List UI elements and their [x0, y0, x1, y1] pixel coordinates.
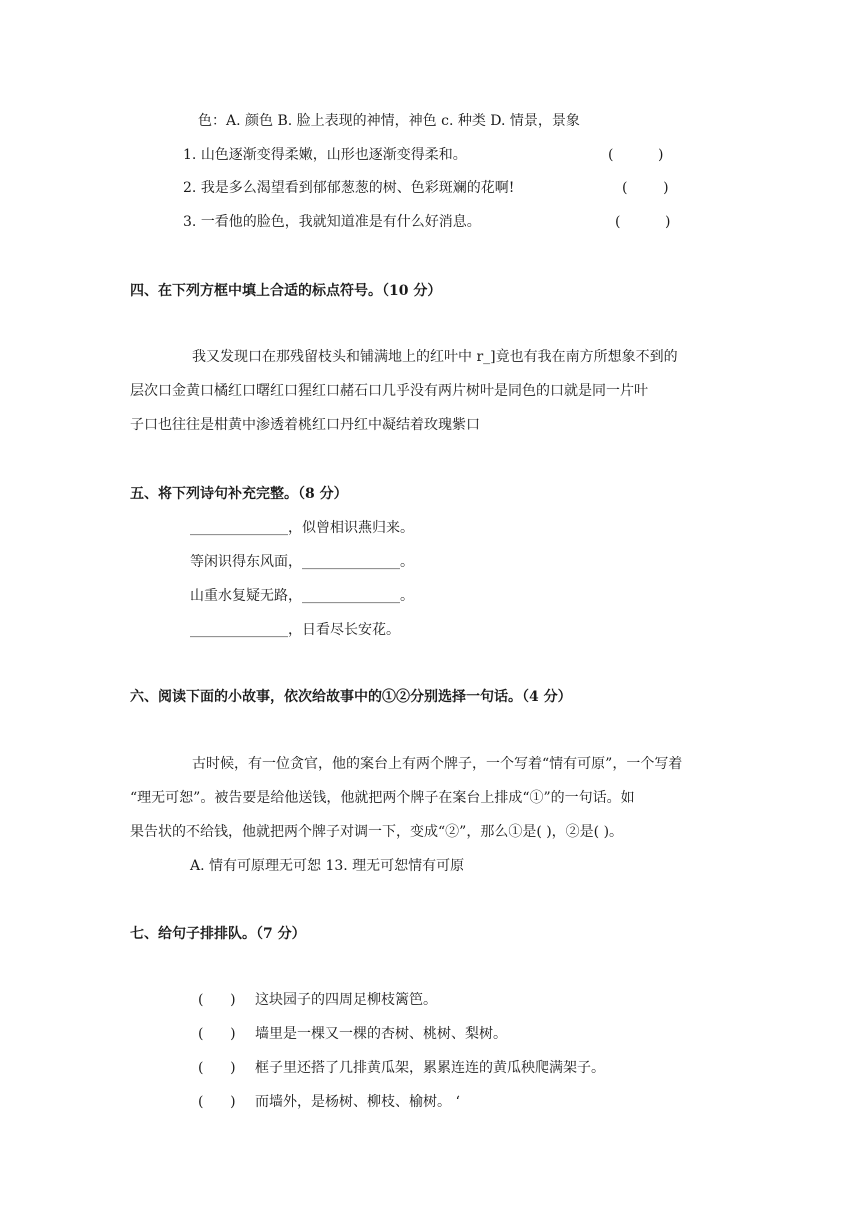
answer-blank-2[interactable]: ( ): [622, 180, 669, 196]
section-6-title: 六、阅读下面的小故事，依次给故事中的①②分别选择一句话。（4 分）: [130, 689, 572, 705]
poem-line-3[interactable]: 山重水复疑无路，______________。: [190, 588, 414, 604]
order-blank-3[interactable]: ( ): [198, 1060, 236, 1076]
question-item-1: [183, 146, 467, 164]
item-text: 一看他的脸色，我就知道准是有什么好消息。: [200, 214, 481, 230]
poem-line-2[interactable]: 等闲识得东风面，______________。: [190, 554, 414, 570]
answer-blank-3[interactable]: ( ): [615, 214, 671, 230]
answer-blank-1[interactable]: ( ): [608, 147, 664, 163]
order-blank-2[interactable]: ( ): [198, 1026, 236, 1042]
question-options: 色：A. 颜色 B. 脸上表现的神情，神色 c. 种类 D. 情景，景象: [198, 113, 580, 129]
sentence-3: 框子里还搭了几排黄瓜架，累累连连的黄瓜秧爬满架子。: [255, 1060, 605, 1076]
item-number: 3.: [183, 214, 197, 230]
story-line-1: 古时候，有一位贪官，他的案台上有两个牌子，一个写着“情有可原”，一个写着: [192, 756, 683, 772]
item-number: 2.: [183, 180, 197, 196]
order-blank-1[interactable]: ( ): [198, 992, 236, 1008]
section-7-title: 七、给句子排排队。（7 分）: [130, 926, 306, 942]
sentence-2: 墙里是一棵又一棵的杏树、桃树、梨树。: [255, 1026, 507, 1042]
passage-line-3: 子口也往往是柑黄中渗透着桃红口丹红中凝结着玫瑰紫口: [130, 417, 480, 433]
item-number: 1.: [183, 147, 197, 163]
poem-line-1[interactable]: ______________，似曾相识燕归来。: [190, 520, 414, 536]
section-4-title: 四、在下列方框中填上合适的标点符号。（10 分）: [130, 283, 442, 299]
story-line-2: “理无可恕”。被告要是给他送钱，他就把两个牌子在案台上排成“①”的一句话。如: [130, 790, 635, 806]
passage-line-2: 层次口金黄口橘红口曙红口猩红口赭石口几乎没有两片树叶是同色的口就是同一片叶: [130, 383, 648, 399]
order-blank-4[interactable]: ( ): [198, 1094, 236, 1110]
item-text: 山色逐渐变得柔嫩，山形也逐渐变得柔和。: [200, 147, 467, 163]
question-item-2: [183, 179, 514, 197]
poem-line-4[interactable]: ______________，日看尽长安花。: [190, 622, 400, 638]
question-item-3: [183, 213, 481, 231]
section-5-title: 五、将下列诗句补充完整。（8 分）: [130, 486, 348, 502]
story-options: A. 情有可原理无可恕 13. 理无可恕情有可原: [190, 858, 465, 874]
passage-line-1: 我又发现口在那残留枝头和铺满地上的红叶中 r_]竟也有我在南方所想象不到的: [192, 349, 678, 365]
sentence-1: 这块园子的四周足柳枝篱笆。: [255, 992, 437, 1008]
item-text: 我是多么渴望看到郁郁葱葱的树、色彩斑斓的花啊!: [200, 180, 515, 196]
sentence-4: 而墙外，是杨树、柳枝、榆树。 ‘: [255, 1094, 460, 1110]
story-line-3: 果告状的不给钱，他就把两个牌子对调一下，变成“②”，那么①是( )，②是( )。: [130, 824, 624, 840]
